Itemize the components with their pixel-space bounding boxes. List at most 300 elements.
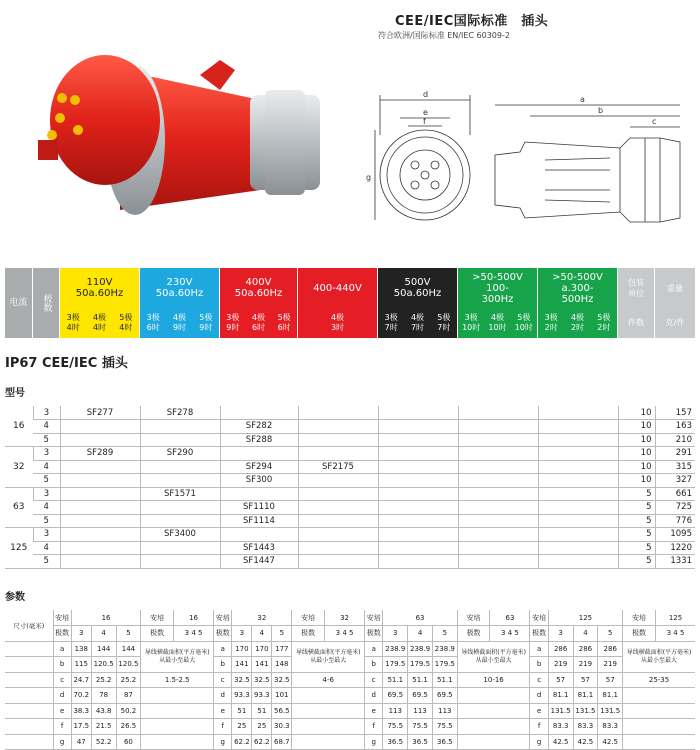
model-cell: [538, 474, 618, 488]
weight-cell: 163: [655, 420, 695, 434]
param-cell: 219: [548, 657, 573, 673]
param-cell: 83.3: [573, 719, 598, 735]
param-cell: 69.5: [432, 688, 457, 704]
param-cell: 57: [598, 672, 623, 688]
param-cell: f: [530, 719, 548, 735]
model-cell: [538, 406, 618, 420]
model-cell: [538, 420, 618, 434]
model-cell: [458, 555, 538, 569]
table-row: [5, 447, 695, 461]
model-cell: [538, 555, 618, 569]
voltage-band: [5, 268, 695, 338]
param-cell: 238.9: [383, 641, 408, 657]
table-row: [5, 514, 695, 528]
model-cell: SF3400: [140, 528, 220, 542]
param-cell: c: [530, 672, 548, 688]
param-cell: e: [53, 703, 71, 719]
pack-cell: 10: [618, 447, 655, 461]
model-cell: [140, 514, 220, 528]
param-cell: [457, 688, 530, 704]
param-cell: f: [214, 719, 232, 735]
param-cell: 42.5: [573, 734, 598, 750]
param-cell: 286: [548, 641, 573, 657]
param-cell: 32.5: [272, 672, 292, 688]
param-cell: [457, 719, 530, 735]
weight-cell: 1331: [655, 555, 695, 569]
model-cell: [298, 501, 378, 515]
pack-cell: 10: [618, 420, 655, 434]
param-cell: [623, 719, 695, 735]
dim-b: b: [598, 106, 604, 115]
param-cell: a: [530, 641, 548, 657]
model-cell: [298, 487, 378, 501]
model-cell: [458, 474, 538, 488]
param-cell: 43.8: [91, 703, 116, 719]
param-cell: 57: [573, 672, 598, 688]
param-cell: d: [214, 688, 232, 704]
param-cell: 32: [325, 610, 365, 626]
param-cell: [292, 719, 365, 735]
param-cell: 25: [232, 719, 252, 735]
param-cell: d: [365, 688, 383, 704]
model-cell: [140, 460, 220, 474]
section-ip67: IP67 CEE/IEC 插头: [5, 356, 128, 371]
param-cell: 75.5: [383, 719, 408, 735]
param-cell: 极数: [141, 626, 174, 642]
param-cell: g: [365, 734, 383, 750]
param-cell: 93.3: [252, 688, 272, 704]
model-cell: [298, 420, 378, 434]
param-cell: 179.5: [408, 657, 433, 673]
weight-cell: 725: [655, 501, 695, 515]
param-cell: b: [53, 657, 71, 673]
param-cell: 120.5: [91, 657, 116, 673]
param-cell: 144: [91, 641, 116, 657]
weight-cell: 210: [655, 433, 695, 447]
param-cell: [141, 703, 214, 719]
param-cell: 36.5: [408, 734, 433, 750]
param-cell: b: [530, 657, 548, 673]
pack-cell: 5: [618, 555, 655, 569]
param-cell: 93.3: [232, 688, 252, 704]
dim-d: d: [423, 90, 429, 99]
param-cell: 极数: [623, 626, 656, 642]
params-row: [5, 719, 695, 735]
param-cell: 286: [598, 641, 623, 657]
model-cell: [538, 433, 618, 447]
param-cell: 32.5: [232, 672, 252, 688]
param-cell: 63: [490, 610, 530, 626]
dim-g: g: [366, 173, 372, 182]
param-cell: g: [214, 734, 232, 750]
param-cell: 16: [71, 610, 141, 626]
model-cell: [140, 541, 220, 555]
model-cell: [60, 474, 140, 488]
weight-cell: 1095: [655, 528, 695, 542]
technical-drawing: [360, 80, 690, 250]
param-cell: 68.7: [272, 734, 292, 750]
model-cell: [538, 487, 618, 501]
model-cell: [220, 528, 298, 542]
dim-f: f: [423, 117, 426, 126]
param-cell: 238.9: [432, 641, 457, 657]
model-cell: [378, 528, 458, 542]
weight-cell: 661: [655, 487, 695, 501]
param-cell: 51.1: [408, 672, 433, 688]
model-cell: [458, 514, 538, 528]
amp-cell: 16: [5, 406, 33, 447]
param-cell: 42.5: [598, 734, 623, 750]
param-cell: 81.1: [548, 688, 573, 704]
param-cell: 5: [116, 626, 141, 642]
param-cell: a: [214, 641, 232, 657]
model-cell: [60, 420, 140, 434]
model-cell: SF2175: [298, 460, 378, 474]
model-cell: [458, 487, 538, 501]
model-cell: [298, 474, 378, 488]
param-cell: 141: [252, 657, 272, 673]
table-row: [5, 501, 695, 515]
band-110v: 110V 50a.60Hz 3极 4时 4极 4时 5极 4时: [60, 268, 140, 338]
model-cell: SF1443: [220, 541, 298, 555]
pack-cell: 10: [618, 406, 655, 420]
band-poles: 极数: [33, 268, 60, 338]
model-cell: [458, 447, 538, 461]
param-cell: 148: [272, 657, 292, 673]
param-cell: 3 4 5: [656, 626, 695, 642]
model-cell: [140, 555, 220, 569]
pole-cell: 4: [33, 501, 60, 515]
param-cell: 62.2: [252, 734, 272, 750]
param-cell: 4: [408, 626, 433, 642]
model-cell: [458, 420, 538, 434]
param-cell: 131.5: [573, 703, 598, 719]
param-cell: 38.3: [71, 703, 91, 719]
pack-cell: 10: [618, 474, 655, 488]
param-cell: c: [365, 672, 383, 688]
model-cell: [298, 406, 378, 420]
model-cell: [298, 528, 378, 542]
param-cell: b: [214, 657, 232, 673]
param-cell: 导线横截面积(平方毫米) 从最小至最大: [457, 641, 530, 672]
param-cell: 238.9: [408, 641, 433, 657]
param-cell: 安培: [365, 610, 383, 626]
plug-photo: [30, 40, 330, 240]
model-cell: [378, 447, 458, 461]
param-cell: 5: [598, 626, 623, 642]
band-300-500hz: >50-500V a.300- 500Hz 3极 2时 4极 2时 5极 2时: [538, 268, 618, 338]
table-row: [5, 433, 695, 447]
weight-cell: 157: [655, 406, 695, 420]
param-cell: a: [53, 641, 71, 657]
param-cell: 51: [252, 703, 272, 719]
table-row: [5, 541, 695, 555]
param-cell: 177: [272, 641, 292, 657]
model-cell: [60, 460, 140, 474]
weight-cell: 315: [655, 460, 695, 474]
param-cell: 25.2: [116, 672, 141, 688]
pole-cell: 3: [33, 447, 60, 461]
model-cell: [60, 514, 140, 528]
model-cell: [458, 501, 538, 515]
pole-cell: 3: [33, 406, 60, 420]
param-cell: [141, 719, 214, 735]
param-cell: 47: [71, 734, 91, 750]
param-cell: 42.5: [548, 734, 573, 750]
amp-cell: 32: [5, 447, 33, 488]
model-cell: [60, 541, 140, 555]
param-cell: 安培: [623, 610, 656, 626]
model-cell: [538, 528, 618, 542]
section-params: 参数: [5, 592, 25, 603]
model-cell: [220, 447, 298, 461]
model-cell: [220, 406, 298, 420]
band-pack: 包装 单位 件数: [618, 268, 655, 338]
param-cell: 极数: [53, 626, 71, 642]
dim-e: e: [423, 108, 428, 117]
band-400-440v: 400-440V 4极 3时: [298, 268, 378, 338]
model-cell: SF300: [220, 474, 298, 488]
param-cell: 219: [598, 657, 623, 673]
params-header-row: [5, 626, 695, 642]
param-cell: 51: [232, 703, 252, 719]
pack-cell: 5: [618, 541, 655, 555]
model-cell: [458, 528, 538, 542]
dim-a: a: [580, 95, 585, 104]
param-cell: [623, 703, 695, 719]
param-cell: 87: [116, 688, 141, 704]
weight-cell: 1220: [655, 541, 695, 555]
model-cell: [60, 433, 140, 447]
param-cell: 219: [573, 657, 598, 673]
param-cell: 3: [548, 626, 573, 642]
param-cell: 60: [116, 734, 141, 750]
param-cell: 179.5: [383, 657, 408, 673]
band-500v: 500V 50a.60Hz 3极 7时 4极 7时 5极 7时: [378, 268, 458, 338]
model-cell: [378, 420, 458, 434]
param-cell: 32.5: [252, 672, 272, 688]
param-cell: d: [53, 688, 71, 704]
param-cell: 26.5: [116, 719, 141, 735]
pole-cell: 5: [33, 514, 60, 528]
param-cell: 138: [71, 641, 91, 657]
param-cell: 83.3: [548, 719, 573, 735]
param-cell: 安培: [530, 610, 548, 626]
param-cell: 32: [232, 610, 292, 626]
page-subtitle: 符合欧洲/国际标准 EN/IEC 60309-2: [378, 31, 510, 40]
model-cell: SF1447: [220, 555, 298, 569]
params-row: [5, 703, 695, 719]
table-row: [5, 406, 695, 420]
model-cell: [378, 406, 458, 420]
param-cell: 极数: [457, 626, 490, 642]
param-cell: f: [53, 719, 71, 735]
param-cell: 131.5: [548, 703, 573, 719]
param-cell: 36.5: [432, 734, 457, 750]
table-row: [5, 474, 695, 488]
model-cell: [378, 555, 458, 569]
band-weight: 重量 克/件: [655, 268, 695, 338]
model-cell: [140, 433, 220, 447]
model-cell: [298, 541, 378, 555]
params-header-row: [5, 610, 695, 626]
param-cell: 极数: [365, 626, 383, 642]
band-current: 电流: [5, 268, 33, 338]
model-cell: SF289: [60, 447, 140, 461]
model-cell: [458, 541, 538, 555]
param-cell: 51.1: [432, 672, 457, 688]
param-cell: 113: [408, 703, 433, 719]
param-cell: [292, 703, 365, 719]
param-cell: 5: [432, 626, 457, 642]
model-cell: [298, 447, 378, 461]
param-cell: 极数: [292, 626, 325, 642]
model-cell: SF1571: [140, 487, 220, 501]
param-cell: 25-35: [623, 672, 695, 688]
param-cell: g: [530, 734, 548, 750]
param-cell: 24.7: [71, 672, 91, 688]
param-cell: 尺寸(毫米): [5, 610, 53, 641]
param-cell: 144: [116, 641, 141, 657]
param-cell: e: [365, 703, 383, 719]
pole-cell: 3: [33, 528, 60, 542]
pole-cell: 3: [33, 487, 60, 501]
model-cell: [458, 433, 538, 447]
param-cell: [623, 688, 695, 704]
param-cell: [141, 688, 214, 704]
model-cell: SF278: [140, 406, 220, 420]
model-cell: [458, 406, 538, 420]
param-cell: 170: [232, 641, 252, 657]
param-cell: 75.5: [432, 719, 457, 735]
param-cell: 81.1: [573, 688, 598, 704]
param-cell: 安培: [457, 610, 490, 626]
model-cell: [60, 487, 140, 501]
table-row: [5, 555, 695, 569]
param-cell: 113: [432, 703, 457, 719]
pole-cell: 5: [33, 474, 60, 488]
model-cell: [378, 541, 458, 555]
param-cell: 3 4 5: [490, 626, 530, 642]
params-row: [5, 641, 695, 657]
param-cell: 3: [232, 626, 252, 642]
param-cell: 78: [91, 688, 116, 704]
page-title: CEE/IEC国际标准 插头: [395, 14, 549, 29]
param-cell: 安培: [141, 610, 174, 626]
model-cell: SF290: [140, 447, 220, 461]
model-cell: [538, 460, 618, 474]
param-cell: 70.2: [71, 688, 91, 704]
param-cell: e: [530, 703, 548, 719]
model-cell: [140, 420, 220, 434]
param-cell: 10-16: [457, 672, 530, 688]
model-cell: [538, 541, 618, 555]
param-cell: 导线横截面积(平方毫米) 从最小至最大: [141, 641, 214, 672]
param-cell: 3 4 5: [325, 626, 365, 642]
param-cell: 52.2: [91, 734, 116, 750]
param-cell: 101: [272, 688, 292, 704]
param-cell: 安培: [214, 610, 232, 626]
params-row: [5, 672, 695, 688]
pack-cell: 10: [618, 460, 655, 474]
param-cell: 3: [383, 626, 408, 642]
model-cell: SF277: [60, 406, 140, 420]
band-100-300hz: >50-500V 100- 300Hz 3极 10时 4极 10时 5极 10时: [458, 268, 538, 338]
param-cell: 安培: [53, 610, 71, 626]
model-cell: [298, 555, 378, 569]
param-cell: 141: [232, 657, 252, 673]
table-row: [5, 460, 695, 474]
pack-cell: 5: [618, 514, 655, 528]
model-cell: SF1114: [220, 514, 298, 528]
param-cell: 69.5: [383, 688, 408, 704]
band-230v: 230V 50a.60Hz 3极 6时 4极 9时 5极 9时: [140, 268, 220, 338]
param-cell: 125: [548, 610, 622, 626]
model-cell: [298, 514, 378, 528]
model-cell: [378, 501, 458, 515]
param-cell: 导线横截面积(平方毫米) 从最小至最大: [623, 641, 695, 672]
param-cell: [292, 688, 365, 704]
amp-cell: 125: [5, 528, 33, 569]
param-cell: 25.2: [91, 672, 116, 688]
param-cell: g: [53, 734, 71, 750]
param-cell: 30.3: [272, 719, 292, 735]
table-row: [5, 487, 695, 501]
pole-cell: 4: [33, 541, 60, 555]
param-cell: 75.5: [408, 719, 433, 735]
pack-cell: 5: [618, 501, 655, 515]
param-cell: 113: [383, 703, 408, 719]
model-cell: SF1110: [220, 501, 298, 515]
model-cell: SF288: [220, 433, 298, 447]
param-cell: 179.5: [432, 657, 457, 673]
param-cell: 81.1: [598, 688, 623, 704]
param-cell: [457, 703, 530, 719]
model-cell: [538, 514, 618, 528]
model-cell: [60, 501, 140, 515]
param-cell: 4: [91, 626, 116, 642]
param-cell: 83.3: [598, 719, 623, 735]
weight-cell: 776: [655, 514, 695, 528]
param-cell: 4: [573, 626, 598, 642]
model-cell: [378, 460, 458, 474]
param-cell: 3: [71, 626, 91, 642]
param-cell: 131.5: [598, 703, 623, 719]
param-cell: e: [214, 703, 232, 719]
pole-cell: 4: [33, 460, 60, 474]
model-cell: [378, 474, 458, 488]
param-cell: 63: [383, 610, 457, 626]
amp-cell: 63: [5, 487, 33, 528]
band-400v: 400V 50a.60Hz 3极 9时 4极 6时 5极 6时: [220, 268, 298, 338]
param-cell: 36.5: [383, 734, 408, 750]
param-cell: 50.2: [116, 703, 141, 719]
param-cell: 56.5: [272, 703, 292, 719]
model-cell: [60, 528, 140, 542]
param-cell: 4-6: [292, 672, 365, 688]
model-cell: [60, 555, 140, 569]
table-row: [5, 420, 695, 434]
param-cell: c: [53, 672, 71, 688]
pole-cell: 5: [33, 555, 60, 569]
model-cell: [458, 460, 538, 474]
model-cell: [140, 474, 220, 488]
model-cell: SF282: [220, 420, 298, 434]
param-cell: 4: [252, 626, 272, 642]
param-cell: 3 4 5: [174, 626, 214, 642]
model-cell: [378, 514, 458, 528]
param-cell: 51.1: [383, 672, 408, 688]
